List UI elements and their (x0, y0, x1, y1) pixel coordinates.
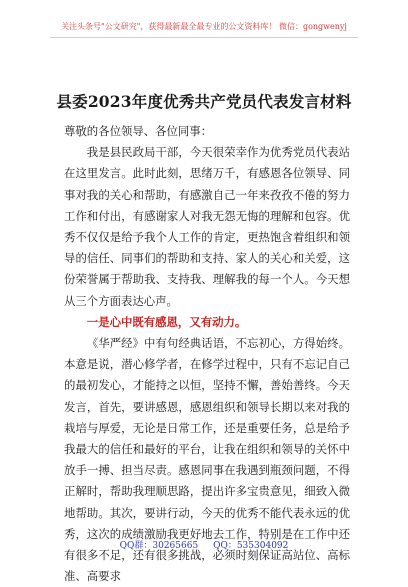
document-body (64, 121, 350, 587)
paragraph-gratitude: 《华严经》中有句经典话语，不忘初心，方得始终。本意是说，潜心修学者，在修学过程中，只有不忘记自己的最初发心，才能持之以恒，坚持不懈，善始善终。今天发言，首先，要讲感恩，感恩组织和领导长期以来对我的栽培与厚爱，无论是日常工作，还是重要任务，总是给予我最大的信任和最好的平台，让我在组织和领导的关怀中放手一搏、担当尽责。感恩同事在我遇到瓶颈问题，不得正解时，帮助我理顺思路，提出许多宝贵意见，细致入微地帮助。其次，要讲行动，今天的优秀不能代表永远的优秀，这次的成绩激励我更好地去工作，特别是在工作中还有很多不足，还有很多挑战，必须时刻保证高站位、高标准、高要求 (64, 336, 350, 584)
header-note: 关注头条号"公文研究"，获得最新最全最专业的公文资料库！ 微信：gongwenyj (61, 22, 347, 31)
section-heading: 一是心中既有感恩，又有动力。 (86, 314, 247, 329)
document-title: 县委2023年度优秀共产党员代表发言材料 (56, 92, 352, 111)
footer-qq-group: QQ群：30265665 (119, 541, 199, 551)
salutation: 尊敬的各位领导、各位同事： (64, 124, 213, 138)
footer-contact (0, 540, 408, 552)
header-divider (50, 37, 358, 38)
footer-qq: QQ：535304092 (213, 541, 289, 551)
paragraph-intro: 我是县民政局干部，今天很荣幸作为优秀党员代表站在这里发言。此时此刻，思绪万千，有感恩各位领导、同事对我的关心和帮助，有感激自己一年来孜孜不倦的努力工作和付出，有感谢家人对我无怨无悔的理解和包容。优秀不仅仅是给予我个人工作的肯定，更热饱含着组织和领导的信任、同事们的帮助和支持、家人的关心和关爱，这份荣誉属于帮助我、支持我、理解我的每一个人。今天想从三个方面表达心声。 (64, 145, 350, 308)
